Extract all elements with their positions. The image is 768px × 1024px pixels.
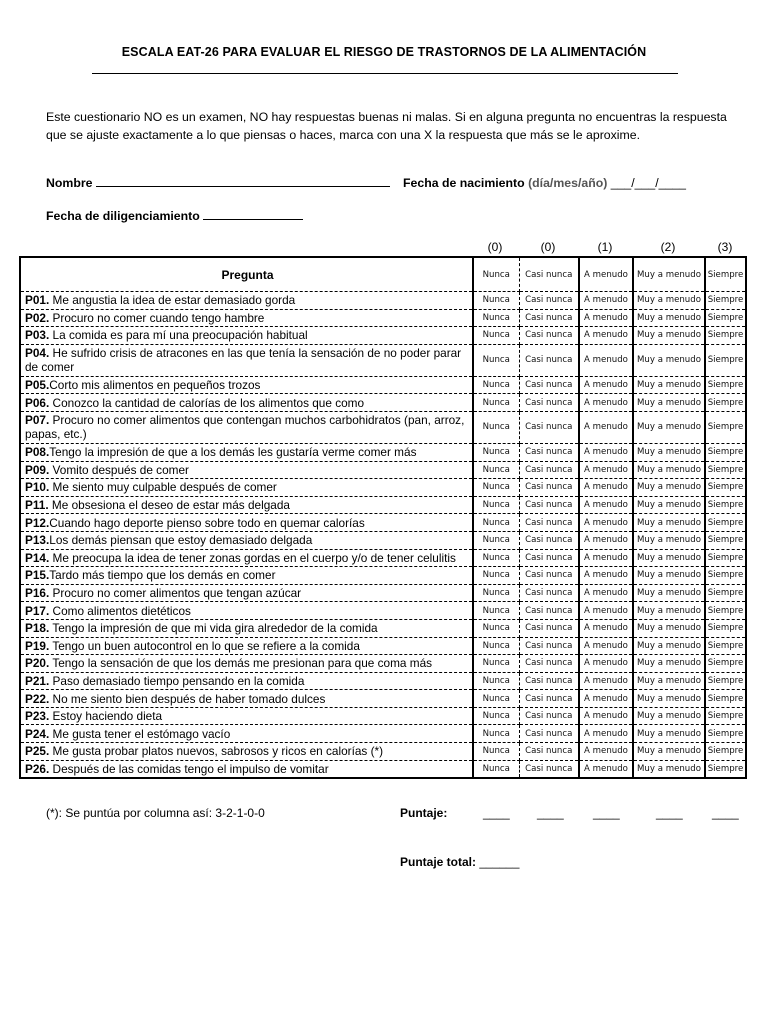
question-label: Me angustia la idea de estar demasiado gorda [49, 293, 296, 308]
option-muy-a-menudo[interactable]: Muy a menudo [633, 584, 705, 602]
option-siempre[interactable]: Siempre [705, 496, 746, 514]
option-nunca[interactable]: Nunca [473, 292, 519, 310]
option-muy-a-menudo[interactable]: Muy a menudo [633, 760, 705, 778]
option-muy-a-menudo[interactable]: Muy a menudo [633, 309, 705, 327]
question-id: P24. [25, 726, 50, 741]
question-text [20, 531, 473, 549]
question-id: P16. [25, 586, 50, 601]
question-id: P18. [25, 621, 50, 636]
question-text [20, 514, 473, 532]
nombre-label: Nombre [46, 176, 93, 190]
option-casi-nunca[interactable]: Casi nunca [519, 376, 579, 394]
option-nunca[interactable]: Nunca [473, 584, 519, 602]
question-label: Procuro no comer alimentos que tengan azúcar [49, 586, 302, 601]
question-text [20, 672, 473, 690]
question-id: P02. [25, 310, 50, 325]
option-nunca[interactable]: Nunca [473, 461, 519, 479]
question-label: Me siento muy culpable después de comer [49, 480, 277, 495]
question-id: P10. [25, 480, 50, 495]
option-siempre[interactable]: Siempre [705, 514, 746, 532]
option-casi-nunca[interactable]: Casi nunca [519, 443, 579, 461]
option-muy-a-menudo[interactable]: Muy a menudo [633, 443, 705, 461]
question-text [20, 309, 473, 327]
question-id: P13. [25, 533, 50, 548]
question-label: Tengo la impresión de que mi vida gira alrededor de la comida [49, 621, 378, 636]
option-nunca[interactable]: Nunca [473, 602, 519, 620]
option-a-menudo[interactable]: A menudo [579, 567, 633, 585]
option-a-menudo[interactable]: A menudo [579, 309, 633, 327]
question-row [20, 690, 746, 708]
option-a-menudo[interactable]: A menudo [579, 707, 633, 725]
question-row [20, 655, 746, 673]
option-siempre[interactable]: Siempre [705, 309, 746, 327]
option-siempre[interactable]: Siempre [705, 725, 746, 743]
option-a-menudo[interactable]: A menudo [579, 376, 633, 394]
question-text [20, 327, 473, 345]
option-nunca[interactable]: Nunca [473, 443, 519, 461]
option-siempre[interactable]: Siempre [705, 479, 746, 497]
option-casi-nunca[interactable]: Casi nunca [519, 309, 579, 327]
option-nunca[interactable]: Nunca [473, 760, 519, 778]
option-muy-a-menudo[interactable]: Muy a menudo [633, 690, 705, 708]
question-text [20, 479, 473, 497]
question-text [20, 690, 473, 708]
question-label: Procuro no comer alimentos que contengan muchos carbohidratos (pan, arroz, papas, etc.) [25, 413, 465, 442]
option-a-menudo[interactable]: A menudo [579, 602, 633, 620]
instructions-paragraph: Este cuestionario NO es un examen, NO hay respuestas buenas ni malas. Si en alguna pregunta no encuentras la respuesta que se ajuste exactamente a lo que piensas o haces, marca con una X la respuesta que más se le aproxime. [46, 110, 727, 142]
option-muy-a-menudo[interactable]: Muy a menudo [633, 672, 705, 690]
option-muy-a-menudo[interactable]: Muy a menudo [633, 725, 705, 743]
option-header-nunca: Nunca [473, 257, 519, 292]
option-casi-nunca[interactable]: Casi nunca [519, 479, 579, 497]
option-header-siempre: Siempre [705, 257, 746, 292]
question-label: Tengo un buen autocontrol en lo que se refiere a la comida [49, 638, 360, 653]
fecha-nacimiento-field[interactable] [403, 176, 686, 190]
question-id: P26. [25, 761, 50, 776]
question-id: P06. [25, 395, 50, 410]
option-muy-a-menudo[interactable]: Muy a menudo [633, 602, 705, 620]
question-label: Paso demasiado tiempo pensando en la comida [49, 673, 305, 688]
option-casi-nunca[interactable]: Casi nunca [519, 567, 579, 585]
question-text [20, 584, 473, 602]
option-a-menudo[interactable]: A menudo [579, 655, 633, 673]
option-a-menudo[interactable]: A menudo [579, 479, 633, 497]
option-casi-nunca[interactable]: Casi nunca [519, 584, 579, 602]
fecha-nacimiento-hint: (día/mes/año) [528, 176, 608, 190]
option-a-menudo[interactable]: A menudo [579, 584, 633, 602]
option-a-menudo[interactable]: A menudo [579, 394, 633, 412]
option-muy-a-menudo[interactable]: Muy a menudo [633, 411, 705, 443]
option-muy-a-menudo[interactable]: Muy a menudo [633, 376, 705, 394]
table-header-row [20, 257, 746, 292]
question-text [20, 760, 473, 778]
question-text [20, 394, 473, 412]
question-id: P04. [25, 346, 50, 361]
document-title: ESCALA EAT-26 PARA EVALUAR EL RIESGO DE TRASTORNOS DE LA ALIMENTACIÓN [121, 45, 647, 59]
question-text [20, 292, 473, 310]
question-text [20, 602, 473, 620]
option-muy-a-menudo[interactable]: Muy a menudo [633, 655, 705, 673]
question-id: P20. [25, 656, 50, 671]
question-row [20, 549, 746, 567]
pregunta-header: Pregunta [20, 257, 473, 292]
option-siempre[interactable]: Siempre [705, 743, 746, 761]
option-nunca[interactable]: Nunca [473, 479, 519, 497]
question-label: Cuando hago deporte pienso sobre todo en quemar calorías [49, 515, 365, 530]
question-id: P07. [25, 413, 50, 428]
question-label: Me obsesiona el deseo de estar más delgada [48, 498, 290, 513]
question-label: Vomito después de comer [49, 462, 189, 477]
option-muy-a-menudo[interactable]: Muy a menudo [633, 619, 705, 637]
option-casi-nunca[interactable]: Casi nunca [519, 619, 579, 637]
question-label: Tardo más tiempo que los demás en comer [49, 568, 276, 583]
question-row [20, 743, 746, 761]
option-siempre[interactable]: Siempre [705, 344, 746, 376]
option-casi-nunca[interactable]: Casi nunca [519, 292, 579, 310]
question-label: Corto mis alimentos en pequeños trozos [49, 378, 261, 393]
option-siempre[interactable]: Siempre [705, 602, 746, 620]
option-nunca[interactable]: Nunca [473, 725, 519, 743]
score-header-muy-a-menudo: (2) [660, 240, 676, 254]
puntaje-total[interactable] [400, 855, 519, 869]
option-muy-a-menudo[interactable]: Muy a menudo [633, 461, 705, 479]
question-row [20, 394, 746, 412]
option-siempre[interactable]: Siempre [705, 619, 746, 637]
question-id: P19. [25, 638, 50, 653]
question-text [20, 707, 473, 725]
option-nunca[interactable]: Nunca [473, 309, 519, 327]
option-nunca[interactable]: Nunca [473, 567, 519, 585]
question-label: Procuro no comer cuando tengo hambre [49, 310, 265, 325]
puntaje-blank-muy-a-menudo[interactable]: ____ [656, 806, 683, 820]
fecha-nacimiento-blank[interactable]: ___/___/____ [610, 176, 686, 190]
question-label: Estoy haciendo dieta [49, 709, 163, 724]
puntaje-total-blank[interactable]: ______ [479, 855, 520, 869]
question-row [20, 584, 746, 602]
question-row [20, 619, 746, 637]
option-siempre[interactable]: Siempre [705, 461, 746, 479]
option-casi-nunca[interactable]: Casi nunca [519, 496, 579, 514]
option-muy-a-menudo[interactable]: Muy a menudo [633, 549, 705, 567]
option-a-menudo[interactable]: A menudo [579, 344, 633, 376]
option-casi-nunca[interactable]: Casi nunca [519, 549, 579, 567]
option-casi-nunca[interactable]: Casi nunca [519, 394, 579, 412]
option-nunca[interactable]: Nunca [473, 637, 519, 655]
question-row [20, 461, 746, 479]
question-id: P21. [25, 673, 50, 688]
option-muy-a-menudo[interactable]: Muy a menudo [633, 637, 705, 655]
option-siempre[interactable]: Siempre [705, 443, 746, 461]
question-row [20, 411, 746, 443]
question-text [20, 549, 473, 567]
question-text [20, 655, 473, 673]
question-row [20, 725, 746, 743]
option-a-menudo[interactable]: A menudo [579, 690, 633, 708]
question-text [20, 496, 473, 514]
question-text [20, 443, 473, 461]
question-text [20, 344, 473, 376]
question-id: P03. [25, 328, 50, 343]
score-header-a-menudo: (1) [597, 240, 613, 254]
nombre-field[interactable] [46, 176, 390, 190]
option-casi-nunca[interactable]: Casi nunca [519, 760, 579, 778]
question-label: La comida es para mí una preocupación habitual [49, 328, 308, 343]
question-text [20, 725, 473, 743]
question-row [20, 292, 746, 310]
option-muy-a-menudo[interactable]: Muy a menudo [633, 479, 705, 497]
question-row [20, 479, 746, 497]
option-header-muy-a-menudo: Muy a menudo [633, 257, 705, 292]
score-header-casi-nunca: (0) [540, 240, 556, 254]
question-id: P08. [25, 445, 50, 460]
option-casi-nunca[interactable]: Casi nunca [519, 531, 579, 549]
question-id: P15. [25, 568, 50, 583]
option-muy-a-menudo[interactable]: Muy a menudo [633, 292, 705, 310]
question-id: P01. [25, 293, 50, 308]
title-underline [92, 73, 678, 74]
option-nunca[interactable]: Nunca [473, 707, 519, 725]
option-casi-nunca[interactable]: Casi nunca [519, 327, 579, 345]
puntaje-blank-siempre[interactable]: ____ [712, 806, 739, 820]
option-a-menudo[interactable]: A menudo [579, 461, 633, 479]
option-siempre[interactable]: Siempre [705, 411, 746, 443]
question-label: He sufrido crisis de atracones en las que tenía la sensación de no poder parar de comer [25, 346, 462, 375]
question-row [20, 327, 746, 345]
question-id: P09. [25, 462, 50, 477]
question-label: Tengo la impresión de que a los demás les gustaría verme comer más [49, 445, 417, 460]
option-header-casi-nunca: Casi nunca [519, 257, 579, 292]
question-row [20, 531, 746, 549]
option-nunca[interactable]: Nunca [473, 344, 519, 376]
fecha-nacimiento-label: Fecha de nacimiento [403, 176, 525, 190]
option-nunca[interactable]: Nunca [473, 743, 519, 761]
option-siempre[interactable]: Siempre [705, 655, 746, 673]
score-header-nunca: (0) [487, 240, 503, 254]
option-casi-nunca[interactable]: Casi nunca [519, 725, 579, 743]
question-label: Como alimentos dietéticos [49, 603, 191, 618]
option-nunca[interactable]: Nunca [473, 549, 519, 567]
option-a-menudo[interactable]: A menudo [579, 531, 633, 549]
option-siempre[interactable]: Siempre [705, 690, 746, 708]
question-label: No me siento bien después de haber tomado dulces [49, 691, 326, 706]
option-casi-nunca[interactable]: Casi nunca [519, 602, 579, 620]
puntaje-label: Puntaje: [400, 806, 448, 820]
question-id: P25. [25, 744, 50, 759]
question-text [20, 411, 473, 443]
option-nunca[interactable]: Nunca [473, 327, 519, 345]
puntaje-total-label: Puntaje total: [400, 855, 477, 869]
option-nunca[interactable]: Nunca [473, 394, 519, 412]
option-siempre[interactable]: Siempre [705, 637, 746, 655]
question-label: Conozco la cantidad de calorías de los alimentos que como [49, 395, 365, 410]
option-nunca[interactable]: Nunca [473, 672, 519, 690]
question-row [20, 637, 746, 655]
nombre-line[interactable] [96, 176, 390, 187]
option-muy-a-menudo[interactable]: Muy a menudo [633, 531, 705, 549]
question-row [20, 672, 746, 690]
option-nunca[interactable]: Nunca [473, 376, 519, 394]
question-row [20, 760, 746, 778]
question-id: P23. [25, 709, 50, 724]
option-a-menudo[interactable]: A menudo [579, 743, 633, 761]
question-id: P14. [25, 550, 50, 565]
question-text [20, 637, 473, 655]
option-siempre[interactable]: Siempre [705, 531, 746, 549]
question-label: Me gusta probar platos nuevos, sabrosos y ricos en calorías (*) [49, 744, 384, 759]
question-text [20, 619, 473, 637]
option-casi-nunca[interactable]: Casi nunca [519, 655, 579, 673]
fecha-diligenciamiento-field[interactable] [46, 209, 303, 223]
question-row [20, 376, 746, 394]
question-id: P05. [25, 378, 50, 393]
option-muy-a-menudo[interactable]: Muy a menudo [633, 743, 705, 761]
scoring-footnote: (*): Se puntúa por columna así: 3-2-1-0-0 [46, 806, 265, 820]
puntaje-blank-casi-nunca[interactable]: ____ [537, 806, 564, 820]
option-siempre[interactable]: Siempre [705, 292, 746, 310]
question-row [20, 309, 746, 327]
question-id: P17. [25, 603, 50, 618]
question-text [20, 461, 473, 479]
question-label: Los demás piensan que estoy demasiado delgada [49, 533, 313, 548]
question-id: P11. [25, 498, 49, 513]
option-nunca[interactable]: Nunca [473, 531, 519, 549]
option-siempre[interactable]: Siempre [705, 584, 746, 602]
option-siempre[interactable]: Siempre [705, 327, 746, 345]
option-header-a-menudo: A menudo [579, 257, 633, 292]
question-id: P12. [25, 515, 50, 530]
question-row [20, 567, 746, 585]
question-label: Tengo la sensación de que los demás me presionan para que coma más [49, 656, 433, 671]
question-id: P22. [25, 691, 50, 706]
puntaje-blank-nunca[interactable]: ____ [483, 806, 510, 820]
option-a-menudo[interactable]: A menudo [579, 443, 633, 461]
option-a-menudo[interactable]: A menudo [579, 411, 633, 443]
option-muy-a-menudo[interactable]: Muy a menudo [633, 567, 705, 585]
option-siempre[interactable]: Siempre [705, 672, 746, 690]
option-siempre[interactable]: Siempre [705, 760, 746, 778]
option-muy-a-menudo[interactable]: Muy a menudo [633, 514, 705, 532]
option-casi-nunca[interactable]: Casi nunca [519, 707, 579, 725]
fecha-diligenciamiento-line[interactable] [203, 209, 303, 220]
option-muy-a-menudo[interactable]: Muy a menudo [633, 707, 705, 725]
option-a-menudo[interactable]: A menudo [579, 725, 633, 743]
option-casi-nunca[interactable]: Casi nunca [519, 637, 579, 655]
option-a-menudo[interactable]: A menudo [579, 327, 633, 345]
question-label: Me preocupa la idea de tener zonas gordas en el cuerpo y/o de tener celulitis [49, 550, 456, 565]
questionnaire-table [19, 256, 747, 779]
option-nunca[interactable]: Nunca [473, 514, 519, 532]
option-a-menudo[interactable]: A menudo [579, 549, 633, 567]
option-muy-a-menudo[interactable]: Muy a menudo [633, 496, 705, 514]
option-siempre[interactable]: Siempre [705, 567, 746, 585]
question-row [20, 707, 746, 725]
option-a-menudo[interactable]: A menudo [579, 514, 633, 532]
option-casi-nunca[interactable]: Casi nunca [519, 411, 579, 443]
question-label: Después de las comidas tengo el impulso de vomitar [49, 761, 329, 776]
option-casi-nunca[interactable]: Casi nunca [519, 672, 579, 690]
option-muy-a-menudo[interactable]: Muy a menudo [633, 344, 705, 376]
option-casi-nunca[interactable]: Casi nunca [519, 743, 579, 761]
option-nunca[interactable]: Nunca [473, 690, 519, 708]
option-muy-a-menudo[interactable]: Muy a menudo [633, 327, 705, 345]
option-a-menudo[interactable]: A menudo [579, 672, 633, 690]
option-siempre[interactable]: Siempre [705, 549, 746, 567]
question-text [20, 567, 473, 585]
question-text [20, 743, 473, 761]
option-siempre[interactable]: Siempre [705, 707, 746, 725]
question-row [20, 514, 746, 532]
option-siempre[interactable]: Siempre [705, 394, 746, 412]
option-casi-nunca[interactable]: Casi nunca [519, 514, 579, 532]
question-row [20, 602, 746, 620]
option-siempre[interactable]: Siempre [705, 376, 746, 394]
option-muy-a-menudo[interactable]: Muy a menudo [633, 394, 705, 412]
question-label: Me gusta tener el estómago vacío [49, 726, 231, 741]
option-nunca[interactable]: Nunca [473, 619, 519, 637]
question-row [20, 496, 746, 514]
option-a-menudo[interactable]: A menudo [579, 496, 633, 514]
question-row [20, 443, 746, 461]
option-casi-nunca[interactable]: Casi nunca [519, 461, 579, 479]
puntaje-blank-a-menudo[interactable]: ____ [593, 806, 620, 820]
fecha-diligenciamiento-label: Fecha de diligenciamiento [46, 209, 200, 223]
option-casi-nunca[interactable]: Casi nunca [519, 690, 579, 708]
option-nunca[interactable]: Nunca [473, 496, 519, 514]
option-nunca[interactable]: Nunca [473, 655, 519, 673]
score-header-siempre: (3) [717, 240, 733, 254]
option-a-menudo[interactable]: A menudo [579, 292, 633, 310]
option-a-menudo[interactable]: A menudo [579, 760, 633, 778]
option-casi-nunca[interactable]: Casi nunca [519, 344, 579, 376]
option-nunca[interactable]: Nunca [473, 411, 519, 443]
question-row [20, 344, 746, 376]
option-a-menudo[interactable]: A menudo [579, 619, 633, 637]
question-text [20, 376, 473, 394]
option-a-menudo[interactable]: A menudo [579, 637, 633, 655]
